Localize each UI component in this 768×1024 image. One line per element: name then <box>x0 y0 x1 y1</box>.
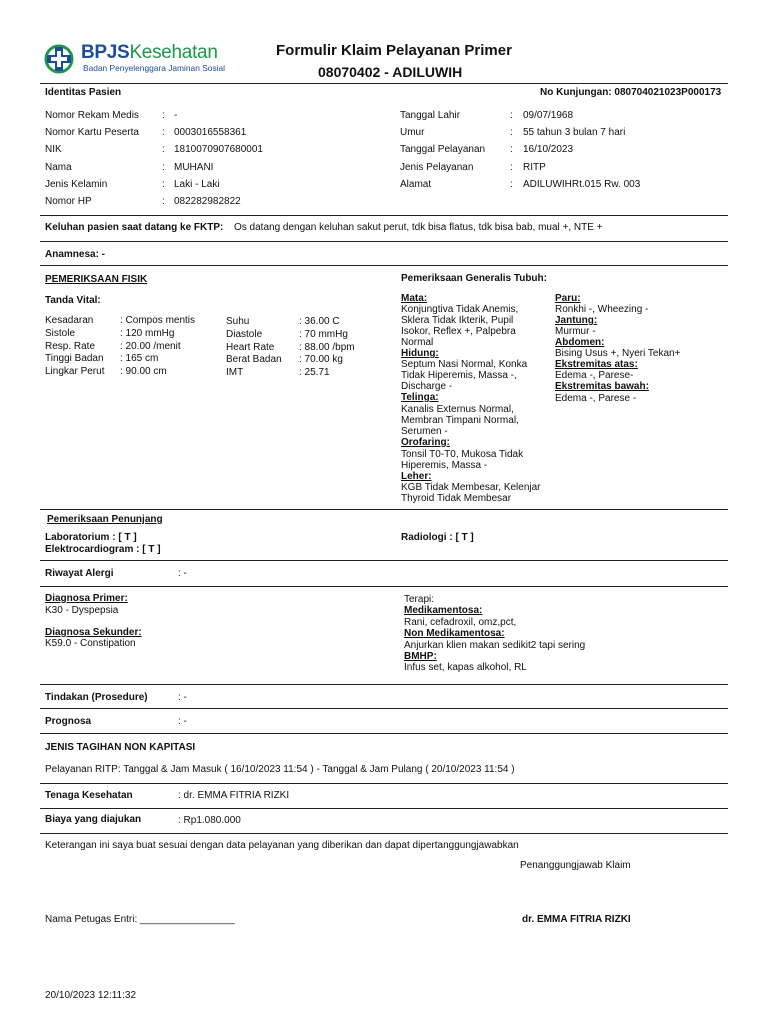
no-kunjungan: No Kunjungan: 080704021023P000173 <box>540 87 722 98</box>
generalis-heading: Pemeriksaan Generalis Tubuh: <box>401 273 547 284</box>
ekstremitas-bawah-line: Edema -, Parese - <box>555 393 637 404</box>
value-imt: : 25.71 <box>299 367 330 378</box>
logo-wordmark: BPJSKesehatan <box>81 42 218 63</box>
identitas-heading: Identitas Pasien <box>45 87 122 98</box>
label-tinggi-badan: Tinggi Badan <box>45 353 104 364</box>
tagihan-detail: Pelayanan RITP: Tanggal & Jam Masuk ( 16/10/2023 11:54 ) - Tanggal & Jam Pulang ( 20/10/2023 11:54 ) <box>45 764 515 775</box>
paru-line: Ronkhi -, Wheezing - <box>555 304 649 315</box>
label-kesadaran: Kesadaran <box>45 315 94 326</box>
telinga-line: Kanalis Externus Normal, <box>401 404 514 415</box>
non-medikamentosa-value: Anjurkan klien makan sedikit2 tapi sering <box>404 640 586 651</box>
diagnosa-primer-heading: Diagnosa Primer: <box>45 593 128 604</box>
colon: : <box>162 179 165 190</box>
orofaring-line: Hiperemis, Massa - <box>401 460 488 471</box>
value-diastole: : 70 mmHg <box>299 329 348 340</box>
value-nomor-kartu: 0003016558361 <box>174 127 247 138</box>
hidung-line: Discharge - <box>401 381 453 392</box>
terapi-heading: Terapi: <box>404 594 435 605</box>
form-title: Formulir Klaim Pelayanan Primer <box>276 42 512 59</box>
hidung-line: Septum Nasi Normal, Konka <box>401 359 528 370</box>
mata-line: Sklera Tidak Ikterik, Pupil <box>401 315 514 326</box>
ekstremitas-atas-heading: Ekstremitas atas: <box>555 359 638 370</box>
label-heart-rate: Heart Rate <box>226 342 275 353</box>
colon: : <box>510 110 513 121</box>
value-alamat: ADILUWIHRt.015 Rw. 003 <box>523 179 641 190</box>
orofaring-line: Tonsil T0-T0, Mukosa Tidak <box>401 449 524 460</box>
tanda-vital-heading: Tanda Vital: <box>45 295 101 306</box>
prognosa-label: Prognosa <box>45 716 92 727</box>
medikamentosa-value: Rani, cefadroxil, omz,pct, <box>404 617 517 628</box>
label-lingkar-perut: Lingkar Perut <box>45 366 105 377</box>
label-diastole: Diastole <box>226 329 263 340</box>
logo-tagline: Badan Penyelenggara Jaminan Sosial <box>83 63 226 73</box>
laboratorium: Laboratorium : [ T ] <box>45 532 137 543</box>
value-nomor-hp: 082282982822 <box>174 196 241 207</box>
colon: : <box>162 127 165 138</box>
label-berat-badan: Berat Badan <box>226 354 282 365</box>
ekstremitas-bawah-heading: Ekstremitas bawah: <box>555 381 649 392</box>
label-tanggal-pelayanan: Tanggal Pelayanan <box>400 144 486 155</box>
telinga-heading: Telinga: <box>401 392 439 403</box>
label-nomor-kartu: Nomor Kartu Peserta <box>45 127 139 138</box>
label-suhu: Suhu <box>226 316 250 327</box>
abdomen-line: Bising Usus +, Nyeri Tekan+ <box>555 348 681 359</box>
paru-heading: Paru: <box>555 293 581 304</box>
colon: : <box>510 162 513 173</box>
ekstremitas-atas-line: Edema -, Parese- <box>555 370 634 381</box>
pemeriksaan-fisik-heading: PEMERIKSAAN FISIK <box>45 274 148 285</box>
label-tanggal-lahir: Tanggal Lahir <box>400 110 461 121</box>
biaya-label: Biaya yang diajukan <box>45 814 142 825</box>
hidung-line: Tidak Hiperemis, Massa -, <box>401 370 517 381</box>
colon: : <box>162 196 165 207</box>
value-berat-badan: : 70.00 kg <box>299 354 343 365</box>
label-nomor-hp: Nomor HP <box>45 196 92 207</box>
colon: : <box>162 110 165 121</box>
riwayat-alergi-label: Riwayat Alergi <box>45 568 114 579</box>
value-tanggal-pelayanan: 16/10/2023 <box>523 144 574 155</box>
diagnosa-sekunder-value: K59.0 - Constipation <box>45 638 136 649</box>
leher-heading: Leher: <box>401 471 432 482</box>
bpjs-logo-icon <box>44 44 74 74</box>
orofaring-heading: Orofaring: <box>401 437 450 448</box>
bmhp-heading: BMHP: <box>404 651 437 662</box>
value-jenis-kelamin: Laki - Laki <box>174 179 220 190</box>
value-suhu: : 36.00 C <box>299 316 340 327</box>
label-imt: IMT <box>226 367 244 378</box>
value-nama: MUHANI <box>174 162 214 173</box>
tagihan-heading: JENIS TAGIHAN NON KAPITASI <box>45 742 196 753</box>
abdomen-heading: Abdomen: <box>555 337 605 348</box>
diagnosa-sekunder-heading: Diagnosa Sekunder: <box>45 627 142 638</box>
label-resp-rate: Resp. Rate <box>45 341 96 352</box>
value-nomor-rekam-medis: - <box>174 110 178 121</box>
leher-line: KGB Tidak Membesar, Kelenjar <box>401 482 541 493</box>
colon: : <box>162 144 165 155</box>
jantung-heading: Jantung: <box>555 315 598 326</box>
mata-line: Normal <box>401 337 434 348</box>
label-jenis-kelamin: Jenis Kelamin <box>45 179 108 190</box>
label-nama: Nama <box>45 162 72 173</box>
label-umur: Umur <box>400 127 425 138</box>
mata-heading: Mata: <box>401 293 428 304</box>
form-subtitle: 08070402 - ADILUWIH <box>318 64 463 80</box>
prognosa-value: : - <box>178 716 187 727</box>
label-jenis-pelayanan: Jenis Pelayanan <box>400 162 474 173</box>
tenaga-kesehatan-value: : dr. EMMA FITRIA RIZKI <box>178 790 290 801</box>
value-tinggi-badan: : 165 cm <box>120 353 159 364</box>
mata-line: Isokor, Reflex +, Palpebra <box>401 326 516 337</box>
bpjs-logo <box>44 42 224 76</box>
penunjang-heading: Pemeriksaan Penunjang <box>47 514 163 525</box>
nama-petugas-entri: Nama Petugas Entri: _________________ <box>45 914 235 925</box>
value-tanggal-lahir: 09/07/1968 <box>523 110 574 121</box>
dokter-signature-name: dr. EMMA FITRIA RIZKI <box>522 914 631 925</box>
label-nik: NIK <box>45 144 62 155</box>
non-medikamentosa-heading: Non Medikamentosa: <box>404 628 505 639</box>
telinga-line: Membran Timpani Normal, <box>401 415 519 426</box>
value-heart-rate: : 88.00 /bpm <box>299 342 355 353</box>
diagnosa-primer-value: K30 - Dyspepsia <box>45 605 119 616</box>
colon: : <box>510 144 513 155</box>
value-resp-rate: : 20.00 /menit <box>120 341 181 352</box>
tindakan-value: : - <box>178 692 187 703</box>
biaya-value: : Rp1.080.000 <box>178 815 241 826</box>
tindakan-label: Tindakan (Prosedure) <box>45 692 148 703</box>
value-kesadaran: : Compos mentis <box>120 315 196 326</box>
colon: : <box>510 179 513 190</box>
jantung-line: Murmur - <box>555 326 596 337</box>
hidung-heading: Hidung: <box>401 348 439 359</box>
medikamentosa-heading: Medikamentosa: <box>404 605 483 616</box>
keluhan-label: Keluhan pasien saat datang ke FKTP: <box>45 222 224 233</box>
elektrocardiogram: Elektrocardiogram : [ T ] <box>45 544 161 555</box>
colon: : <box>510 127 513 138</box>
leher-line: Thyroid Tidak Membesar <box>401 493 512 504</box>
colon: : <box>162 162 165 173</box>
keluhan-value: Os datang dengan keluhan sakut perut, tdk bisa flatus, tdk bisa bab, mual +, NTE + <box>234 222 603 233</box>
telinga-line: Serumen - <box>401 426 448 437</box>
keterangan: Keterangan ini saya buat sesuai dengan data pelayanan yang diberikan dan dapat dipertanggungjawabkan <box>45 840 519 851</box>
mata-line: Konjungtiva Tidak Anemis, <box>401 304 519 315</box>
bmhp-value: Infus set, kapas alkohol, RL <box>404 662 527 673</box>
value-nik: 1810070907680001 <box>174 144 263 155</box>
penanggungjawab-label: Penanggungjawab Klaim <box>520 860 631 871</box>
label-alamat: Alamat <box>400 179 432 190</box>
value-jenis-pelayanan: RITP <box>523 162 546 173</box>
radiologi: Radiologi : [ T ] <box>401 532 474 543</box>
value-umur: 55 tahun 3 bulan 7 hari <box>523 127 626 138</box>
tenaga-kesehatan-label: Tenaga Kesehatan <box>45 790 133 801</box>
riwayat-alergi-value: : - <box>178 568 187 579</box>
label-sistole: Sistole <box>45 328 76 339</box>
anamnesa: Anamnesa: - <box>45 249 106 260</box>
print-timestamp: 20/10/2023 12:11:32 <box>45 990 137 1001</box>
label-nomor-rekam-medis: Nomor Rekam Medis <box>45 110 139 121</box>
value-lingkar-perut: : 90.00 cm <box>120 366 167 377</box>
value-sistole: : 120 mmHg <box>120 328 175 339</box>
